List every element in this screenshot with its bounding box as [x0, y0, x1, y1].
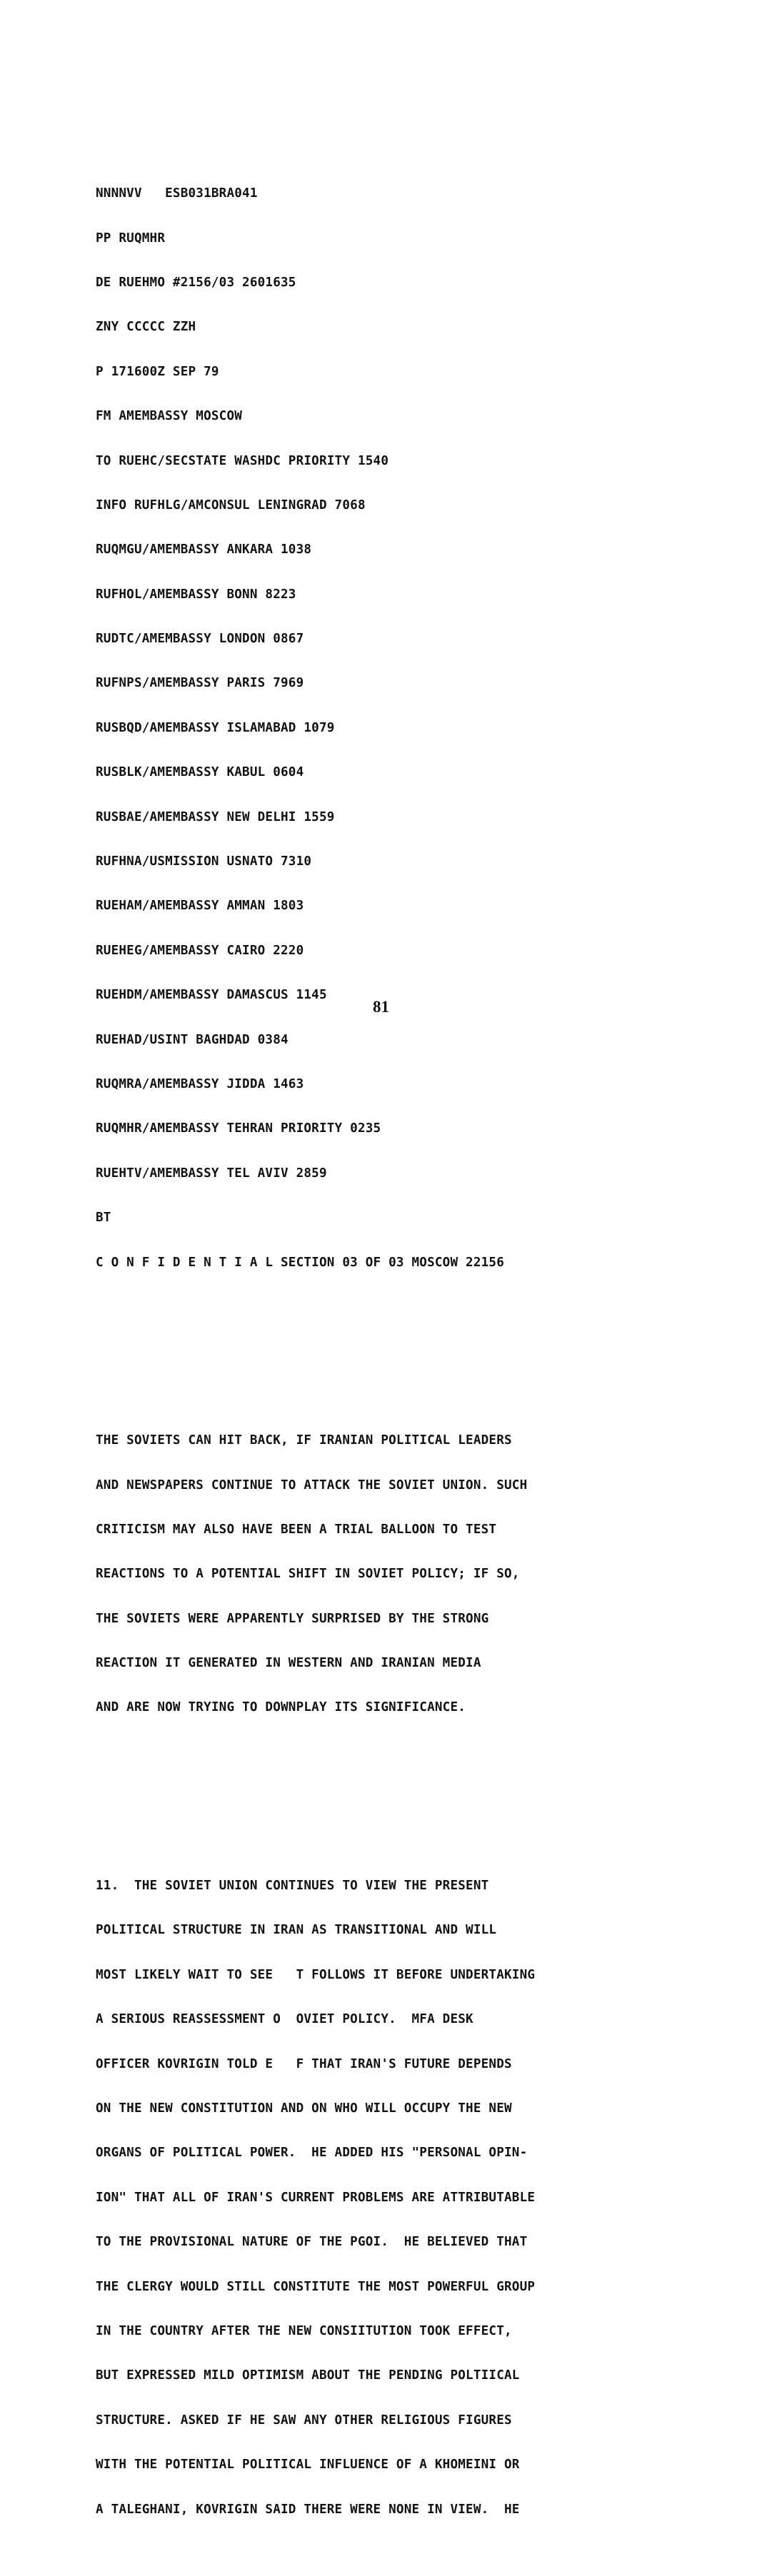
header-line: RUDTC/AMEMBASSY LONDON 0867 [96, 632, 304, 647]
header-line: RUQMRA/AMEMBASSY JIDDA 1463 [96, 1077, 304, 1091]
header-line: ZNY CCCCC ZZH [96, 320, 196, 335]
body-line: MOST LIKELY WAIT TO SEE T FOLLOWS IT BEFORE UNDERTAKING [96, 1967, 536, 1982]
header-line: PP RUQMHR [96, 231, 166, 246]
body-line: ION" THAT ALL OF IRAN'S CURRENT PROBLEMS ARE ATTRIBUTABLE [96, 2190, 536, 2205]
header-line: TO RUEHC/SECSTATE WASHDC PRIORITY 1540 [96, 453, 389, 468]
header-line: RUFHOL/AMEMBASSY BONN 8223 [96, 587, 296, 602]
body-line: REACTIONS TO A POTENTIAL SHIFT IN SOVIET POLICY; IF SO, [96, 1567, 520, 1582]
body-line: STRUCTURE. ASKED IF HE SAW ANY OTHER RELIGIOUS FIGURES [96, 2413, 512, 2428]
header-line: RUSBQD/AMEMBASSY ISLAMABAD 1079 [96, 720, 335, 735]
paragraph-gap [96, 1344, 624, 1359]
header-line: INFO RUFHLG/AMCONSUL LENINGRAD 7068 [96, 497, 366, 512]
body-line: OFFICER KOVRIGIN TOLD E F THAT IRAN'S FUTURE DEPENDS [96, 2056, 512, 2071]
paragraph-soviet-response [96, 1404, 624, 1745]
header-line: RUQMHR/AMEMBASSY TEHRAN PRIORITY 0235 [96, 1121, 381, 1136]
body-line: REACTION IT GENERATED IN WESTERN AND IRANIAN MEDIA [96, 1656, 481, 1671]
body-line: TO THE PROVISIONAL NATURE OF THE PGOI. HE BELIEVED THAT [96, 2235, 528, 2250]
body-line: IN THE COUNTRY AFTER THE NEW CONSIITUTION TOOK EFFECT, [96, 2323, 512, 2338]
paragraph-11 [96, 1849, 624, 2546]
body-line: CRITICISM MAY ALSO HAVE BEEN A TRIAL BALLOON TO TEST [96, 1522, 497, 1537]
message-header [96, 157, 624, 1300]
header-line: RUEHTV/AMEMBASSY TEL AVIV 2859 [96, 1166, 327, 1181]
header-line: RUFNPS/AMEMBASSY PARIS 7969 [96, 676, 304, 691]
body-line: AND NEWSPAPERS CONTINUE TO ATTACK THE SOVIET UNION. SUCH [96, 1478, 528, 1492]
header-line: RUEHAD/USINT BAGHDAD 0384 [96, 1032, 289, 1047]
body-line: ORGANS OF POLITICAL POWER. HE ADDED HIS "PERSONAL OPIN- [96, 2146, 528, 2161]
header-line: FM AMEMBASSY MOSCOW [96, 409, 243, 424]
body-line: A TALEGHANI, KOVRIGIN SAID THERE WERE NONE IN VIEW. HE [96, 2502, 520, 2517]
body-line: WITH THE POTENTIAL POLITICAL INFLUENCE OF A KHOMEINI OR [96, 2458, 520, 2473]
body-line: BUT EXPRESSED MILD OPTIMISM ABOUT THE PENDING POLTIICAL [96, 2368, 520, 2383]
header-line: NNNNVV ESB031BRA041 [96, 186, 258, 201]
classification-line: C O N F I D E N T I A L SECTION 03 OF 03 MOSCOW 22156 [96, 1255, 504, 1270]
header-line: RUEHEG/AMEMBASSY CAIRO 2220 [96, 943, 304, 958]
body-line: AND ARE NOW TRYING TO DOWNPLAY ITS SIGNIFICANCE. [96, 1700, 466, 1715]
body-line: POLITICAL STRUCTURE IN IRAN AS TRANSITIONAL AND WILL [96, 1923, 497, 1938]
body-line: 11. THE SOVIET UNION CONTINUES TO VIEW THE PRESENT [96, 1879, 489, 1894]
header-line: RUQMGU/AMEMBASSY ANKARA 1038 [96, 542, 312, 557]
header-line: RUEHAM/AMEMBASSY AMMAN 1803 [96, 899, 304, 914]
body-line: THE SOVIETS WERE APPARENTLY SURPRISED BY THE STRONG [96, 1611, 489, 1626]
header-line: RUSBLK/AMEMBASSY KABUL 0604 [96, 765, 304, 780]
header-line: RUFHNA/USMISSION USNATO 7310 [96, 854, 312, 869]
header-line: BT [96, 1211, 111, 1226]
header-line: P 171600Z SEP 79 [96, 364, 219, 379]
body-line: A SERIOUS REASSESSMENT O OVIET POLICY. MFA DESK [96, 2012, 473, 2027]
header-line: DE RUEHMO #2156/03 2601635 [96, 275, 296, 290]
header-line: RUSBAE/AMEMBASSY NEW DELHI 1559 [96, 809, 335, 824]
page-number: 81 [373, 998, 389, 1016]
body-line: THE CLERGY WOULD STILL CONSTITUTE THE MOST POWERFUL GROUP [96, 2279, 536, 2294]
header-line: RUEHDM/AMEMBASSY DAMASCUS 1145 [96, 988, 327, 1003]
paragraph-gap [96, 1789, 624, 1804]
body-line: ON THE NEW CONSTITUTION AND ON WHO WILL OCCUPY THE NEW [96, 2101, 512, 2116]
body-line: THE SOVIETS CAN HIT BACK, IF IRANIAN POLITICAL LEADERS [96, 1433, 512, 1448]
telegram-body [96, 127, 624, 2576]
